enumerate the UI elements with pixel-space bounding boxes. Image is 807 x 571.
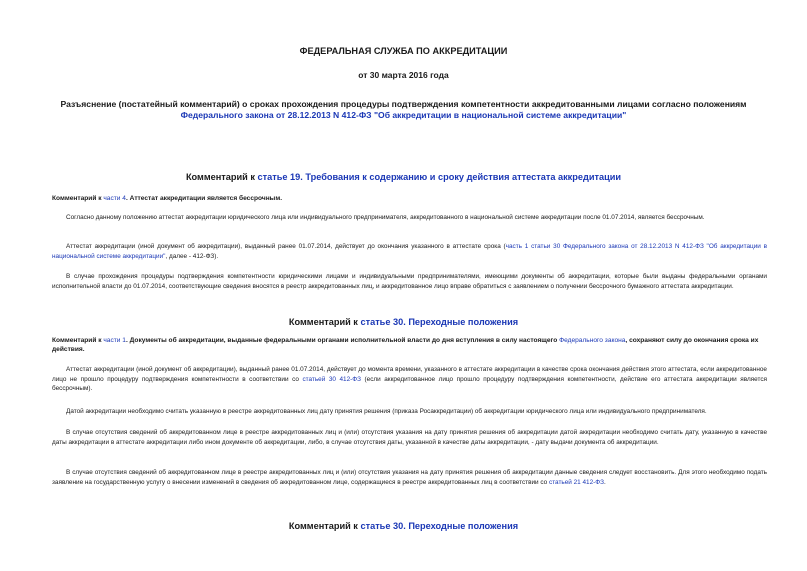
federal-law-short-link[interactable]: Федерального закона: [559, 337, 626, 344]
paragraph-s2-p1: [52, 365, 767, 394]
paragraph-s1-p1: Согласно данному положению аттестат аккредитации юридического лица или индивидуального предпринимателя, аккредитованного в национальной системе аккредитации после 01.07.2014, является бессрочным.: [66, 214, 705, 221]
p4-text-after: .: [604, 478, 606, 486]
federal-law-link[interactable]: Федерального закона от 28.12.2013 N 412-ФЗ "Об аккредитации в национальной системе аккредитации": [180, 110, 627, 120]
heading-prefix: Комментарий к: [288, 317, 361, 327]
p4-text-before: В случае отсутствия сведений об аккредитованном лице в реестре аккредитованных лиц и (или) отсутствия указания на дату принятия решения об аккредитации данные сведения следует восстановить. Для этого необходимо подать заявление на государственную услугу о внесении изменений в сведения об аккредитованном лице, содержащиеся в реестре аккредитованных лиц в соответствии со: [52, 469, 767, 486]
part-1-link[interactable]: части 1: [103, 337, 126, 344]
article-19-link[interactable]: статье 19. Требования к содержанию и сроку действия аттестата аккредитации: [257, 172, 622, 182]
document-title: [48, 99, 759, 121]
section-heading-article-30: [0, 317, 807, 327]
comment-part-1-heading: [52, 336, 767, 354]
sub-prefix: Комментарий к: [52, 195, 104, 202]
article-30-link-2[interactable]: статье 30. Переходные положения: [360, 521, 519, 531]
p1-text-before: Аттестат аккредитации (иной документ об аккредитации), выданный ранее 01.07.2014, действует до момента времени, указанного в аттестате аккредитации в качестве срока окончания действия этого аттестата, если аккредитованное лицо не прошло процедуру подтверждения компетентности в соответствии со: [52, 366, 767, 383]
sub-rest: . Аттестат аккредитации является бессрочным.: [125, 195, 283, 202]
heading-prefix: Комментарий к: [185, 172, 258, 182]
article-30-link[interactable]: статье 30. Переходные положения: [360, 317, 519, 327]
section-heading-article-30-repeat: [0, 521, 807, 531]
p2-text-after: , далее - 412-ФЗ).: [165, 252, 219, 260]
paragraph-s1-p2: [52, 242, 767, 261]
title-line1: Разъяснение (постатейный комментарий) о сроках прохождения процедуры подтверждения компетентности аккредитованными лицами согласно положениям: [60, 99, 747, 109]
agency-name: ФЕДЕРАЛЬНАЯ СЛУЖБА ПО АККРЕДИТАЦИИ: [299, 46, 508, 56]
document-date: от 30 марта 2016 года: [358, 70, 449, 80]
part-1-article-30-link[interactable]: часть 1 статьи 30 Федерального закона от 28.12.2013 N 412-ФЗ "Об аккредитации в национальной системе аккредитации": [52, 243, 767, 260]
paragraph-s2-p4: [52, 468, 767, 487]
part-4-link[interactable]: части 4: [103, 195, 126, 202]
sub-mid: . Документы об аккредитации, выданные федеральными органами исполнительной власти до дня вступления в силу настоящего: [125, 337, 560, 344]
heading-prefix: Комментарий к: [288, 521, 361, 531]
article-30-412-link[interactable]: статьей 30 412-ФЗ: [302, 375, 361, 383]
paragraph-s1-p3: В случае прохождения процедуры подтверждения компетентности юридическими лицами и индивидуальными предпринимателями, имеющими документы об аккредитации, которые были выданы федеральными органами исполнительной власти до 01.07.2014, соответствующие сведения вносятся в реестр аккредитованных лиц, и аккредитованное лицо вправе обратиться с заявлением о получении бессрочного бумажного аттестата аккредитации.: [52, 273, 767, 290]
paragraph-s2-p2: Датой аккредитации необходимо считать указанную в реестре аккредитованных лиц дату принятия решения (приказа Росаккредитации) об аккредитации юридического лица или индивидуального предпринимателя.: [66, 408, 707, 415]
paragraph-s2-p3: В случае отсутствия сведений об аккредитованном лице в реестре аккредитованных лиц и (или) отсутствия указания на дату принятия решения об аккредитации датой аккредитации необходимо считать дату, указанную в качестве даты аккредитации в аттестате аккредитации либо ином документе об аккредитации, либо, в случае отсутствия даты, указанной в качестве даты аккредитации, - дату выдачи документа об аккредитации.: [52, 429, 767, 446]
article-21-412-link[interactable]: статьей 21 412-ФЗ: [549, 478, 605, 486]
sub-end: , сохраняют силу до окончания срока их действия.: [52, 337, 759, 353]
p1-text-after: (если аккредитованное лицо прошло процедуру подтверждения компетентности, действие его аттестата аккредитации является бессрочным).: [52, 375, 767, 393]
p2-text-before: Аттестат аккредитации (иной документ об аккредитации), выданный ранее 01.07.2014, действует до окончания указанного в аттестате срока (: [66, 243, 506, 250]
section-heading-article-19: [0, 172, 807, 182]
comment-part-4-heading: [52, 194, 767, 203]
sub-prefix: Комментарий к: [52, 337, 104, 344]
